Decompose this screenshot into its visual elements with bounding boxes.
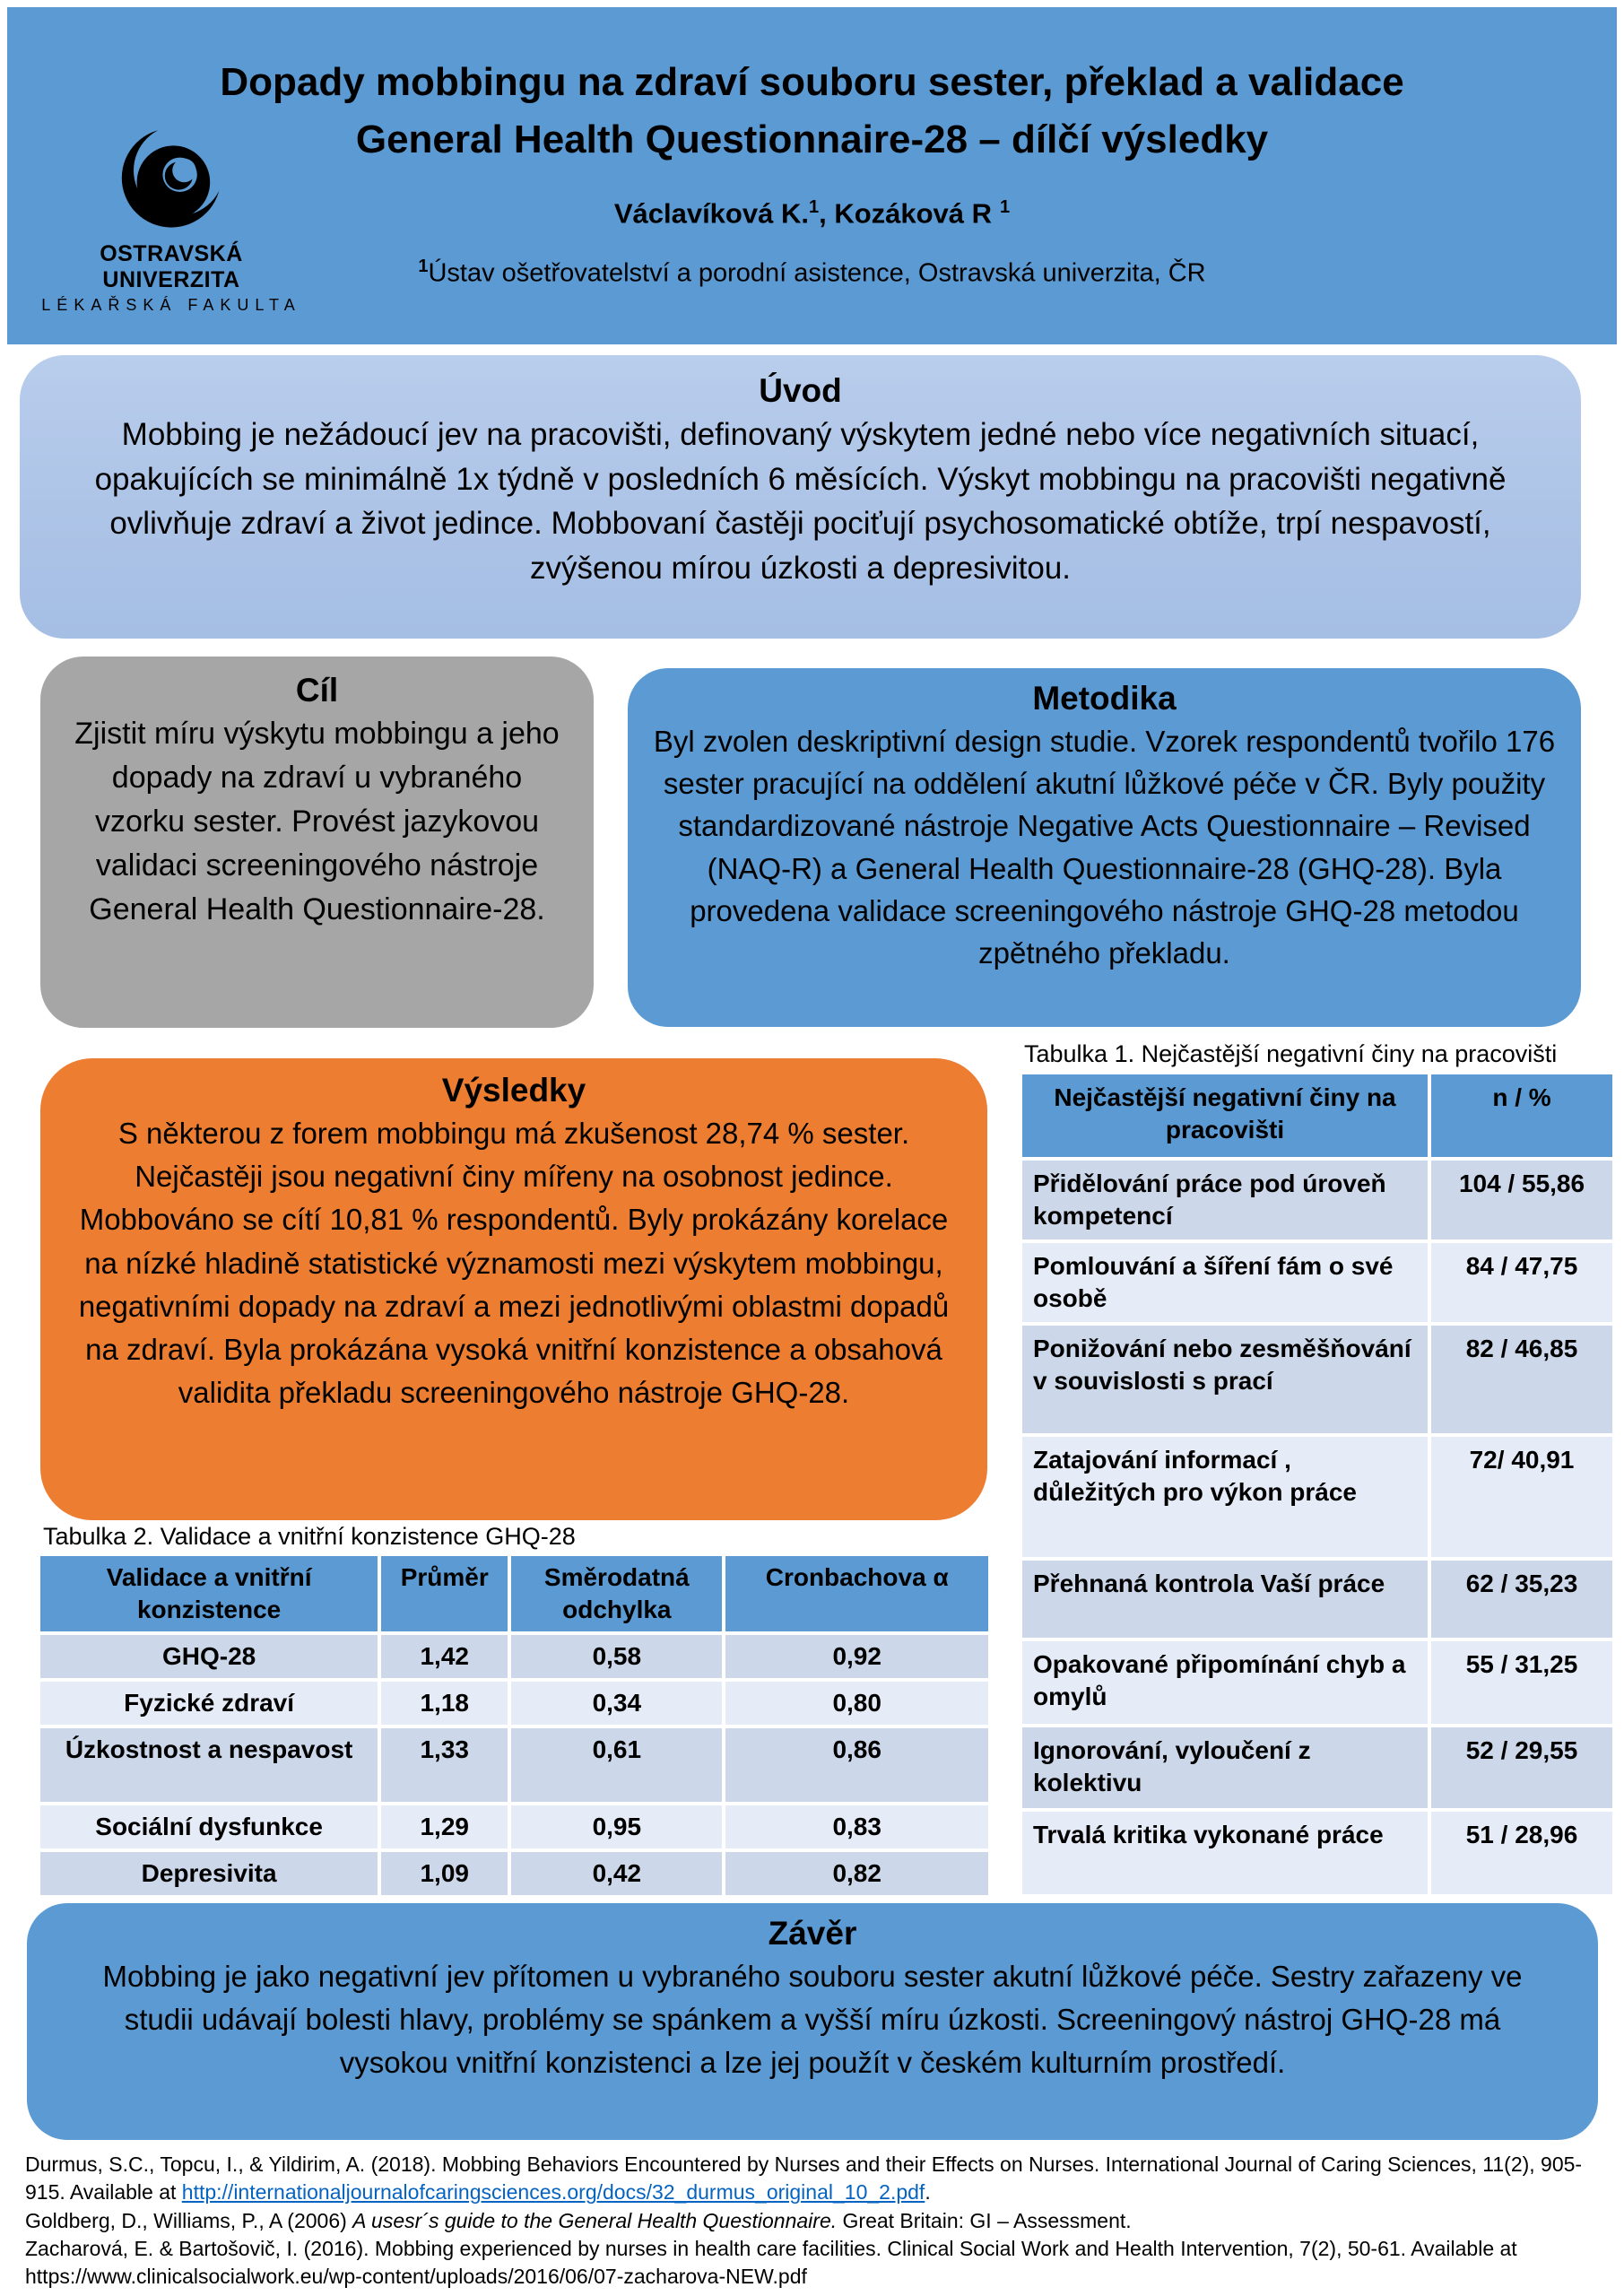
table2-alpha-cell: 0,92 bbox=[725, 1635, 988, 1678]
table1-value-cell: 104 / 55,86 bbox=[1431, 1161, 1612, 1239]
references bbox=[25, 2151, 1603, 2291]
table2-sd-cell: 0,58 bbox=[511, 1635, 722, 1678]
table2-sd-cell: 0,95 bbox=[511, 1805, 722, 1848]
table1-value-cell: 72/ 40,91 bbox=[1431, 1437, 1612, 1557]
uvod-title: Úvod bbox=[759, 372, 842, 409]
author-1-affil-mark: 1 bbox=[808, 196, 820, 217]
reference-1-period: . bbox=[925, 2180, 931, 2205]
author-2-affil-mark: 1 bbox=[1000, 196, 1011, 217]
table1-value-cell: 51 / 28,96 bbox=[1431, 1812, 1612, 1894]
table2-caption: Tabulka 2. Validace a vnitřní konzistence GHQ-28 bbox=[43, 1523, 576, 1550]
table2-sd-cell: 0,34 bbox=[511, 1682, 722, 1725]
table1-caption: Tabulka 1. Nejčastější negativní činy na pracovišti bbox=[1024, 1040, 1558, 1067]
section-zaver bbox=[27, 1903, 1598, 2140]
table2-alpha-cell: 0,80 bbox=[725, 1682, 988, 1725]
metodika-body: Byl zvolen deskriptivní design studie. Vzorek respondentů tvořilo 176 sester pracující na oddělení akutní lůžkové péče v ČR. Byly použity standardizované nástroje Negative Acts Questionnaire – Revised (NAQ-R) a General Health Questionnaire-28 (GHQ-28). Byla provedena validace screeningového nástroje GHQ-28 metodou zpětného překladu. bbox=[653, 725, 1556, 970]
cil-body: Zjistit míru výskytu mobbingu a jeho dopady na zdraví u vybraného vzorku sester. Provést jazykovou validaci screeningového nástroje General Health Questionnaire-28. bbox=[74, 717, 560, 926]
author-1: Václavíková K. bbox=[613, 196, 809, 229]
cil-title: Cíl bbox=[295, 672, 339, 709]
reference-1-link[interactable]: http://internationaljournalofcaringsciences.org/docs/32_durmus_original_10_2.pdf bbox=[181, 2180, 925, 2205]
table1-act-cell: Ponižování nebo zesměšňování v souvislosti s prací bbox=[1022, 1326, 1428, 1433]
table2-alpha-cell: 0,82 bbox=[725, 1852, 988, 1895]
table2-header-name: Validace a vnitřní konzistence bbox=[40, 1556, 378, 1631]
university-logo-icon bbox=[117, 122, 225, 230]
table1-act-cell: Trvalá kritika vykonané práce bbox=[1022, 1812, 1428, 1894]
authors-separator: , bbox=[819, 196, 835, 229]
zaver-title: Závěr bbox=[768, 1915, 857, 1952]
zaver-body: Mobbing je jako negativní jev přítomen u vybraného souboru sester akutní lůžkové péče. Sestry zařazeny ve studii udávají bolesti hlavy, problémy se spánkem a vyšší míru úzkosti. Screeningový nástroj GHQ-28 má vysokou vnitřní konzistenci a lze jej použít v českém kulturním prostředí. bbox=[102, 1960, 1523, 2080]
table2-mean-cell: 1,09 bbox=[381, 1852, 508, 1895]
reference-3-text: Zacharová, E. & Bartošovič, I. (2016). Mobbing experienced by nurses in health care facilities. Clinical Social Work and Health Intervention, 7(2), 50-61. Available at https://www.clinicalsocialwork.eu/wp-content/uploads/2016/06/07-zacharova-NEW.pdf bbox=[25, 2236, 1517, 2289]
table2-name-cell: GHQ-28 bbox=[40, 1635, 378, 1678]
header-band bbox=[7, 7, 1617, 344]
table2-mean-cell: 1,33 bbox=[381, 1728, 508, 1802]
section-metodika bbox=[628, 668, 1581, 1027]
reference-2-book-title: A usesr´s guide to the General Health Questionnaire. bbox=[352, 2208, 838, 2232]
reference-1-text: Durmus, S.C., Topcu, I., & Yildirim, A. (2018). Mobbing Behaviors Encountered by Nurses and their Effects on Nurses. International Journal of Caring Sciences, 11(2), 905-915. Available at bbox=[25, 2152, 1583, 2205]
table1-act-cell: Pomlouvání a šíření fám o své osobě bbox=[1022, 1243, 1428, 1322]
table2-name-cell: Sociální dysfunkce bbox=[40, 1805, 378, 1848]
table1-value-cell: 84 / 47,75 bbox=[1431, 1243, 1612, 1322]
table1-act-cell: Opakované připomínání chyb a omylů bbox=[1022, 1641, 1428, 1724]
affiliation-mark: 1 bbox=[418, 256, 429, 276]
vysledky-title: Výsledky bbox=[441, 1072, 586, 1109]
affiliation-text: Ústav ošetřovatelství a porodní asistence, Ostravská univerzita, ČR bbox=[428, 258, 1206, 288]
table1 bbox=[1022, 1074, 1612, 1894]
poster-title-line1: Dopady mobbingu na zdraví souboru sester, překlad a validace bbox=[220, 60, 1404, 104]
table1-act-cell: Zatajování informací , důležitých pro výkon práce bbox=[1022, 1437, 1428, 1557]
vysledky-body: S některou z forem mobbingu má zkušenost 28,74 % sester. Nejčastěji jsou negativní činy mířeny na osobnost jedince. Mobbováno se cítí 10,81 % respondentů. Byly prokázány korelace na nízké hladině statistické významosti mezi výskytem mobbingu, negativními dopady na zdraví a mezi jednotlivými oblastmi dopadů na zdraví. Byla prokázána vysoká vnitřní konzistence a obsahová validita překladu screeningového nástroje GHQ-28. bbox=[78, 1117, 950, 1410]
uvod-body: Mobbing je nežádoucí jev na pracovišti, definovaný výskytem jedné nebo více negativních situací, opakujících se minimálně 1x týdně v posledních 6 měsících. Výskyt mobbingu na pracovišti negativně ovlivňuje zdraví a život jedince. Mobbovaní častěji pociťují psychosomatické obtíže, trpí nespavostí, zvýšenou mírou úzkosti a depresivitou. bbox=[94, 417, 1507, 587]
metodika-title: Metodika bbox=[1032, 680, 1177, 717]
table2-header-sd: Směrodatná odchylka bbox=[511, 1556, 722, 1631]
table1-header-act: Nejčastější negativní činy na pracovišti bbox=[1022, 1074, 1428, 1157]
table2-sd-cell: 0,42 bbox=[511, 1852, 722, 1895]
poster-title-line2: General Health Questionnaire-28 – dílčí výsledky bbox=[355, 117, 1269, 161]
table2-mean-cell: 1,29 bbox=[381, 1805, 508, 1848]
reference-3 bbox=[25, 2235, 1603, 2292]
author-2: Kozáková R bbox=[834, 196, 993, 229]
table2-mean-cell: 1,42 bbox=[381, 1635, 508, 1678]
reference-2 bbox=[25, 2207, 1603, 2235]
table2-name-cell: Depresivita bbox=[40, 1852, 378, 1895]
table1-act-cell: Přidělování práce pod úroveň kompetencí bbox=[1022, 1161, 1428, 1239]
reference-2-text: Goldberg, D., Williams, P., A (2006) bbox=[25, 2208, 353, 2232]
table1-act-cell: Ignorování, vyloučení z kolektivu bbox=[1022, 1727, 1428, 1808]
logo-university-name: OSTRAVSKÁ UNIVERZITA bbox=[100, 241, 243, 292]
table2-name-cell: Úzkostnost a nespavost bbox=[40, 1728, 378, 1802]
table2-mean-cell: 1,18 bbox=[381, 1682, 508, 1725]
table1-value-cell: 55 / 31,25 bbox=[1431, 1641, 1612, 1724]
section-uvod bbox=[20, 355, 1581, 639]
table1-act-cell: Přehnaná kontrola Vaší práce bbox=[1022, 1561, 1428, 1638]
table2-header-mean: Průměr bbox=[381, 1556, 508, 1631]
table2-name-cell: Fyzické zdraví bbox=[40, 1682, 378, 1725]
section-vysledky bbox=[40, 1058, 987, 1520]
table1-value-cell: 82 / 46,85 bbox=[1431, 1326, 1612, 1433]
table2-sd-cell: 0,61 bbox=[511, 1728, 722, 1802]
section-cil bbox=[40, 657, 594, 1028]
table1-value-cell: 52 / 29,55 bbox=[1431, 1727, 1612, 1808]
university-logo bbox=[32, 122, 310, 315]
table2-alpha-cell: 0,83 bbox=[725, 1805, 988, 1848]
table1-header-n: n / % bbox=[1431, 1074, 1612, 1157]
table1-value-cell: 62 / 35,23 bbox=[1431, 1561, 1612, 1638]
reference-1 bbox=[25, 2151, 1603, 2207]
table2 bbox=[40, 1556, 988, 1895]
table2-alpha-cell: 0,86 bbox=[725, 1728, 988, 1802]
reference-2-tail: Great Britain: GI – Assessment. bbox=[837, 2208, 1132, 2232]
table2-header-alpha: Cronbachova α bbox=[725, 1556, 988, 1631]
logo-faculty-name: LÉKAŘSKÁ FAKULTA bbox=[41, 296, 301, 314]
